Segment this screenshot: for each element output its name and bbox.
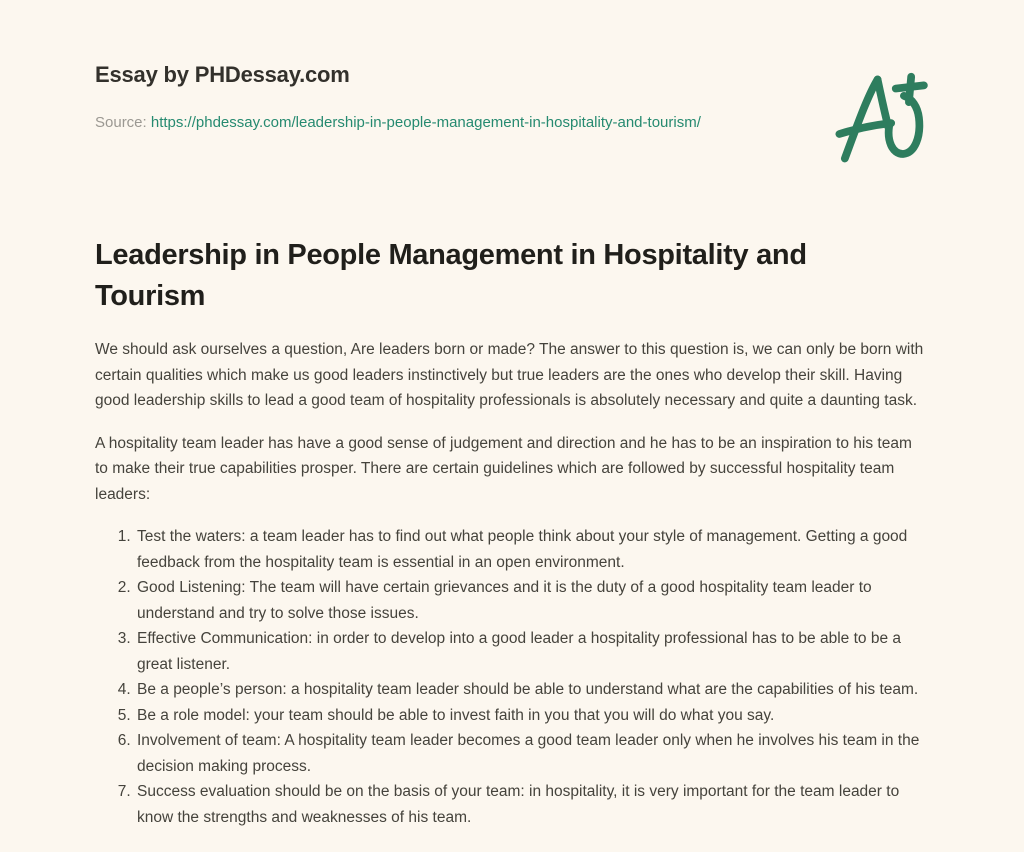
document-header: [95, 62, 929, 173]
essay-title: Leadership in People Management in Hospitality and Tourism: [95, 239, 807, 312]
list-item: 6. Involvement of team: A hospitality team leader becomes a good team leader only when he involves his team in the decision making process.: [135, 728, 929, 779]
phdessay-a-plus-logo-icon: [833, 70, 933, 173]
list-item: 7. Success evaluation should be on the basis of your team: in hospitality, it is very important for the team leader to know the strengths and weaknesses of his team.: [135, 779, 929, 830]
source-line: [95, 110, 701, 136]
essay-document: [95, 0, 929, 830]
list-item: 5. Be a role model: your team should be able to invest faith in you that you will do what you say.: [135, 703, 929, 729]
list-item: 4. Be a people’s person: a hospitality team leader should be able to understand what are the capabilities of his team.: [135, 677, 929, 703]
header-text-block: [95, 62, 701, 136]
source-link[interactable]: https://phdessay.com/leadership-in-people-management-in-hospitality-and-tourism/: [150, 114, 701, 131]
essay-by-heading: Essay by PHDessay.com: [95, 62, 350, 87]
list-item: 1. Test the waters: a team leader has to find out what people think about your style of management. Getting a good feedback from the hospitality team is essential in an open environment.: [135, 524, 929, 575]
essay-paragraph-2: A hospitality team leader has have a good sense of judgement and direction and he has to be an inspiration to his team to make their true capabilities prosper. There are certain guidelines which are followed by successful hospitality team leaders:: [95, 434, 912, 503]
list-item: 2. Good Listening: The team will have certain grievances and it is the duty of a good hospitality team leader to understand and try to solve those issues.: [135, 575, 929, 626]
essay-paragraph-1: We should ask ourselves a question, Are leaders born or made? The answer to this question is, we can only be born with certain qualities which make us good leaders instinctively but true leaders are the ones who develop their skill. Having good leadership skills to lead a good team of hospitality professionals is absolutely necessary and quite a daunting task.: [95, 341, 924, 409]
source-label: Source:: [95, 114, 147, 131]
guidelines-list: [95, 524, 929, 830]
list-item: 3. Effective Communication: in order to develop into a good leader a hospitality professional has to be able to be a great listener.: [135, 626, 929, 677]
